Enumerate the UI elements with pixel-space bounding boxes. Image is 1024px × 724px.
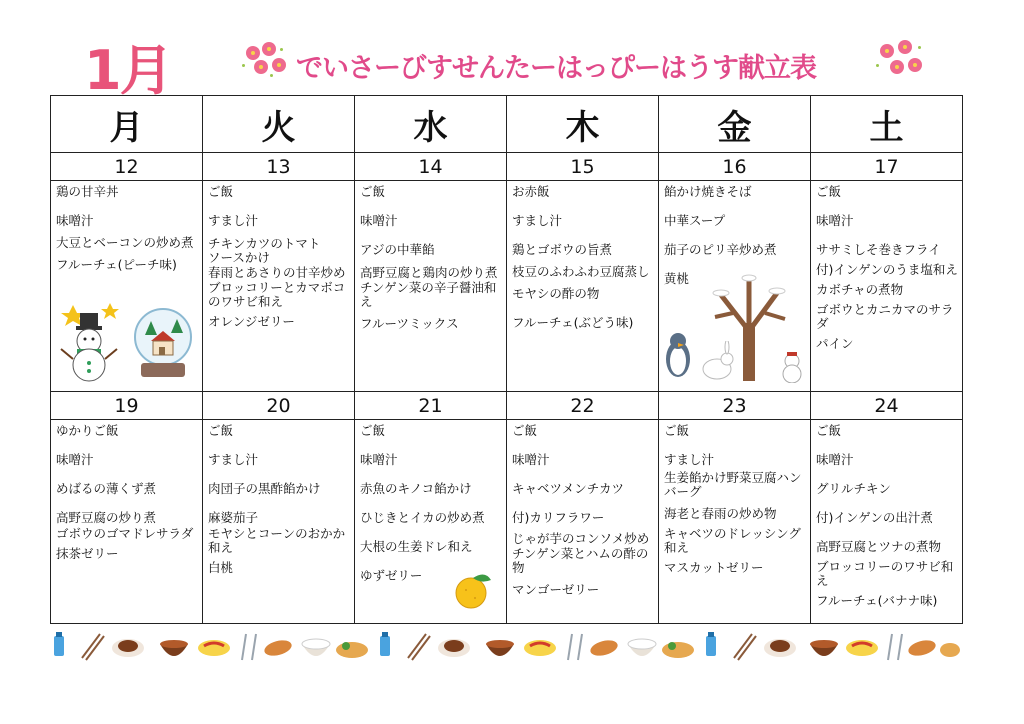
menu-item: ササミしそ巻きフライ — [816, 242, 941, 257]
weekday-header: 火 — [203, 96, 355, 153]
menu-cell — [659, 420, 811, 624]
menu-item: すまし汁 — [208, 452, 259, 467]
menu-item: チキンカツのトマトソースかけ — [208, 236, 321, 265]
menu-item: 味噌汁 — [512, 452, 550, 467]
menu-item: ひじきとイカの炒め煮 — [360, 510, 485, 525]
menu-item: ご飯 — [816, 423, 842, 438]
menu-item: 大根の生姜ドレ和え — [360, 539, 473, 554]
menu-item: グリルチキン — [816, 481, 891, 496]
menu-item: 付)インゲンのうま塩和え — [816, 262, 958, 277]
menu-cell — [51, 181, 203, 392]
menu-row — [51, 420, 963, 624]
menu-item: すまし汁 — [512, 213, 563, 228]
menu-item: 抹茶ゼリー — [56, 546, 119, 561]
menu-cell — [203, 181, 355, 392]
weekday-header: 水 — [355, 96, 507, 153]
menu-item: キャベツメンチカツ — [512, 481, 625, 496]
weekday-header: 月 — [51, 96, 203, 153]
menu-item: フルーチェ(ぶどう味) — [512, 315, 634, 330]
menu-cell — [51, 420, 203, 624]
date-cell: 17 — [811, 153, 963, 181]
menu-item: 中華スープ — [664, 213, 726, 228]
menu-item: ゆずゼリー — [360, 568, 423, 583]
date-cell: 16 — [659, 153, 811, 181]
menu-calendar — [50, 95, 963, 624]
menu-item: お赤飯 — [512, 184, 550, 199]
menu-cell — [507, 420, 659, 624]
menu-item: 海老と春雨の炒め物 — [664, 506, 777, 521]
menu-item: ご飯 — [208, 423, 234, 438]
menu-item: めばるの薄くず煮 — [56, 481, 157, 496]
snowman-icon — [57, 303, 123, 383]
menu-item: 白桃 — [208, 560, 234, 575]
date-cell: 24 — [811, 392, 963, 420]
date-cell: 22 — [507, 392, 659, 420]
food-strip-icons — [50, 630, 963, 662]
weekday-header: 土 — [811, 96, 963, 153]
menu-item: 味噌汁 — [816, 213, 854, 228]
title-banner — [240, 40, 940, 90]
menu-item: マンゴーゼリー — [512, 582, 600, 597]
snow-globe-icon — [131, 307, 195, 381]
menu-item: フルーツミックス — [360, 316, 459, 331]
menu-item: 味噌汁 — [56, 452, 94, 467]
rabbit-icon — [699, 341, 735, 381]
menu-item: 鶏とゴボウの旨煮 — [512, 242, 613, 257]
date-cell: 14 — [355, 153, 507, 181]
menu-item: 付)インゲンの出汁煮 — [816, 510, 933, 525]
yuzu-icon — [451, 570, 495, 610]
menu-item: すまし汁 — [208, 213, 259, 228]
menu-item: 茄子のピリ辛炒め煮 — [664, 242, 777, 257]
menu-item: パイン — [816, 336, 854, 351]
menu-item: オレンジゼリー — [208, 314, 295, 329]
date-cell: 19 — [51, 392, 203, 420]
menu-item: ご飯 — [512, 423, 538, 438]
menu-item: 大豆とベーコンの炒め煮 — [56, 235, 194, 250]
menu-item: フルーチェ(ピーチ味) — [56, 257, 177, 272]
menu-item: 味噌汁 — [360, 213, 398, 228]
menu-item: モヤシとコーンのおかか和え — [208, 526, 346, 555]
date-cell: 15 — [507, 153, 659, 181]
menu-item: ゆかりご飯 — [56, 423, 119, 438]
menu-cell — [355, 181, 507, 392]
menu-cell — [355, 420, 507, 624]
menu-item: 高野豆腐とツナの煮物 — [816, 539, 942, 554]
menu-item: 生姜餡かけ野菜豆腐ハンバーグ — [664, 470, 802, 499]
menu-cell — [203, 420, 355, 624]
menu-item: 高野豆腐の炒り煮 — [56, 510, 157, 525]
date-cell: 21 — [355, 392, 507, 420]
menu-item: カボチャの煮物 — [816, 282, 904, 297]
menu-item: 味噌汁 — [56, 213, 94, 228]
menu-item: 赤魚のキノコ餡かけ — [360, 481, 472, 496]
penguin-icon — [663, 331, 693, 379]
weekday-header-row — [51, 96, 963, 153]
menu-item: じゃが芋のコンソメ炒め — [512, 531, 650, 546]
menu-item: すまし汁 — [664, 452, 715, 467]
menu-item: モヤシの酢の物 — [512, 286, 600, 301]
menu-cell — [811, 420, 963, 624]
menu-item: ご飯 — [360, 423, 386, 438]
menu-item: ゴボウのゴマドレサラダ — [56, 526, 194, 541]
menu-item: キャベツのドレッシング和え — [664, 526, 801, 555]
menu-item: 付)カリフラワー — [512, 510, 605, 525]
menu-item: 鶏の甘辛丼 — [56, 184, 119, 199]
menu-item: チンゲン菜とハムの酢の物 — [512, 546, 649, 575]
month-label: 1月 — [84, 39, 172, 102]
snowman-icon — [779, 351, 805, 383]
menu-item: ご飯 — [360, 184, 386, 199]
menu-item: ブロッコリーとカマボコのワサビ和え — [208, 280, 346, 309]
menu-item: 高野豆腐と鶏肉の炒り煮 — [360, 265, 498, 280]
menu-row — [51, 181, 963, 392]
menu-item: ブロッコリーのワサビ和え — [816, 559, 954, 588]
menu-item: 味噌汁 — [816, 452, 854, 467]
menu-item: 黄桃 — [664, 271, 690, 286]
menu-item: アジの中華餡 — [360, 242, 435, 257]
menu-item: フルーチェ(バナナ味) — [816, 593, 938, 608]
menu-item: 麻婆茄子 — [208, 510, 259, 525]
food-icon-strip — [50, 630, 963, 662]
page-title: でいさーびすせんたーはっぴーはうす献立表 — [296, 53, 816, 84]
menu-item: ご飯 — [816, 184, 842, 199]
date-row — [51, 153, 963, 181]
date-row — [51, 392, 963, 420]
menu-item: チンゲン菜の辛子醤油和え — [360, 280, 497, 309]
menu-item: 餡かけ焼きそば — [664, 184, 752, 199]
menu-item: 肉団子の黒酢餡かけ — [208, 481, 321, 496]
menu-cell — [811, 181, 963, 392]
date-cell: 23 — [659, 392, 811, 420]
weekday-header: 金 — [659, 96, 811, 153]
menu-cell — [507, 181, 659, 392]
date-cell: 12 — [51, 153, 203, 181]
menu-item: ご飯 — [664, 423, 690, 438]
menu-item: ゴボウとカニカマのサラダ — [816, 302, 954, 331]
menu-item: マスカットゼリー — [664, 560, 764, 575]
date-cell: 20 — [203, 392, 355, 420]
menu-cell — [659, 181, 811, 392]
menu-item: 春雨とあさりの甘辛炒め — [208, 265, 346, 280]
menu-item: 味噌汁 — [360, 452, 398, 467]
menu-item: ご飯 — [208, 184, 234, 199]
menu-item: 枝豆のふわふわ豆腐蒸し — [512, 264, 650, 279]
date-cell: 13 — [203, 153, 355, 181]
weekday-header: 木 — [507, 96, 659, 153]
